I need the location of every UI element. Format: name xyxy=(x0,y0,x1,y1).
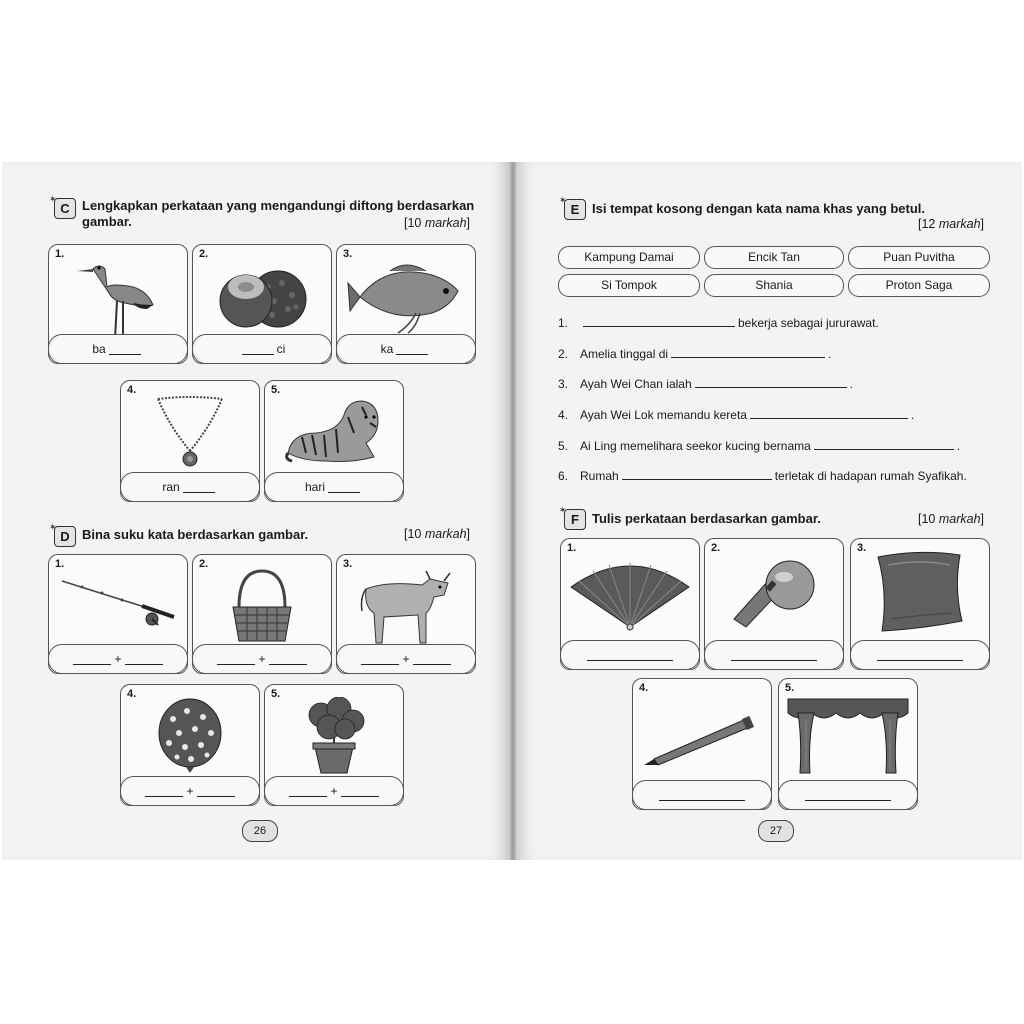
question-1 xyxy=(558,316,879,330)
hand-fan-icon xyxy=(569,557,691,631)
section-c-item-2 xyxy=(192,244,332,364)
fishing-rod-picture xyxy=(49,567,187,637)
option-kampung-damai: Kampung Damai xyxy=(558,246,700,269)
answer-box xyxy=(264,472,404,502)
pillow-picture xyxy=(851,549,989,633)
fish-icon xyxy=(346,257,466,335)
item-number: 4. xyxy=(127,688,137,700)
answer-box xyxy=(850,640,990,670)
question-text-after: . xyxy=(849,377,853,391)
syllable-blank[interactable] xyxy=(73,654,111,665)
question-6 xyxy=(558,469,967,483)
answer-box xyxy=(560,640,700,670)
section-d-item-2 xyxy=(192,554,332,674)
question-text-after: . xyxy=(910,408,915,422)
section-d-item-4 xyxy=(120,684,260,806)
word-part: ba xyxy=(92,342,106,356)
basket-icon xyxy=(227,567,297,645)
section-d-title: Bina suku kata berdasarkan gambar. xyxy=(82,527,309,542)
item-number: 5. xyxy=(785,682,795,694)
answer-blank[interactable] xyxy=(583,316,735,327)
item-number: 3. xyxy=(857,542,867,554)
section-f-letter: ✶ F xyxy=(564,509,586,530)
marks-number: [10 xyxy=(404,216,425,230)
question-text-before: Ayah Wei Lok memandu kereta xyxy=(580,408,747,422)
section-c-item-5 xyxy=(264,380,404,502)
answer-box xyxy=(778,780,918,810)
marks-end: ] xyxy=(980,217,985,231)
answer-blank[interactable] xyxy=(877,650,963,661)
section-d-item-3 xyxy=(336,554,476,674)
basket-picture xyxy=(193,567,331,645)
section-f-item-4 xyxy=(632,678,772,810)
marks-word: markah xyxy=(938,217,981,231)
right-page xyxy=(516,162,1022,860)
question-number: 2. xyxy=(558,347,569,361)
answer-blank[interactable] xyxy=(750,408,908,419)
question-text-after: . xyxy=(828,347,832,361)
syllable-blank[interactable] xyxy=(125,654,163,665)
section-f-item-5 xyxy=(778,678,918,810)
plus-sign: + xyxy=(330,784,338,798)
syllable-blank[interactable] xyxy=(361,654,399,665)
whistle-picture xyxy=(705,557,843,629)
cow-icon xyxy=(356,567,456,645)
potted-plant-picture xyxy=(265,697,403,777)
answer-box xyxy=(336,644,476,674)
syllable-blank[interactable] xyxy=(269,654,307,665)
option-si-tompok: Si Tompok xyxy=(558,274,700,297)
lychee-picture xyxy=(193,257,331,333)
section-c-letter: ✶ C xyxy=(54,198,76,219)
item-number: 1. xyxy=(567,542,577,554)
question-number: 1. xyxy=(558,316,569,330)
answer-blank[interactable] xyxy=(396,344,428,355)
lychee-icon xyxy=(212,257,312,333)
item-number: 3. xyxy=(343,248,353,260)
answer-box xyxy=(192,334,332,364)
section-c-title-line2: gambar. xyxy=(82,214,132,229)
plus-sign: + xyxy=(258,652,266,666)
tiger-icon xyxy=(282,393,386,469)
plus-sign: + xyxy=(186,784,194,798)
section-c-marks xyxy=(404,216,470,230)
answer-box xyxy=(336,334,476,364)
question-text-after: terletak di hadapan rumah Syafikah. xyxy=(774,469,967,483)
plus-sign: + xyxy=(114,652,122,666)
option-shania: Shania xyxy=(704,274,844,297)
answer-box xyxy=(264,776,404,806)
question-number: 6. xyxy=(558,469,569,483)
section-f-marks xyxy=(918,512,984,526)
section-c-item-4 xyxy=(120,380,260,502)
curtain-picture xyxy=(779,695,917,775)
answer-blank[interactable] xyxy=(242,344,274,355)
fishing-rod-icon xyxy=(58,567,178,637)
question-text-after: . xyxy=(956,439,961,453)
question-2 xyxy=(558,347,831,361)
item-number: 2. xyxy=(199,558,209,570)
curtain-icon xyxy=(786,695,910,775)
marks-word: markah xyxy=(424,216,467,230)
item-number: 5. xyxy=(271,688,281,700)
section-f-item-3 xyxy=(850,538,990,670)
cow-picture xyxy=(337,567,475,645)
necklace-picture xyxy=(121,393,259,469)
option-puan-puvitha: Puan Puvitha xyxy=(848,246,990,269)
marks-word: markah xyxy=(938,512,981,526)
section-c-item-3 xyxy=(336,244,476,364)
marks-word: markah xyxy=(424,527,467,541)
plus-sign: + xyxy=(402,652,410,666)
answer-box xyxy=(632,780,772,810)
pillow-icon xyxy=(874,549,966,633)
answer-box xyxy=(48,644,188,674)
item-number: 4. xyxy=(127,384,137,396)
section-c-title-line1: Lengkapkan perkataan yang mengandungi diftong berdasarkan xyxy=(82,198,475,213)
page-number-26: 26 xyxy=(242,820,278,842)
page-number-27: 27 xyxy=(758,820,794,842)
word-part: ran xyxy=(162,480,180,494)
answer-blank[interactable] xyxy=(109,344,141,355)
question-3 xyxy=(558,377,853,391)
left-page xyxy=(2,162,510,860)
word-part: hari xyxy=(304,480,325,494)
hand-fan-picture xyxy=(561,557,699,631)
section-f-item-1 xyxy=(560,538,700,670)
answer-blank[interactable] xyxy=(731,650,817,661)
item-number: 5. xyxy=(271,384,281,396)
pencil-icon xyxy=(642,707,762,767)
word-part: ka xyxy=(380,342,394,356)
answer-box xyxy=(48,334,188,364)
syllable-blank[interactable] xyxy=(341,786,379,797)
syllable-blank[interactable] xyxy=(217,654,255,665)
question-5 xyxy=(558,439,960,453)
question-text-before: Ayah Wei Chan ialah xyxy=(580,377,692,391)
answer-blank[interactable] xyxy=(805,790,891,801)
answer-box xyxy=(120,776,260,806)
option-proton-saga: Proton Saga xyxy=(848,274,990,297)
fish-picture xyxy=(337,257,475,335)
pencil-picture xyxy=(633,707,771,767)
section-d-item-5 xyxy=(264,684,404,806)
marks-end: ] xyxy=(466,216,471,230)
answer-blank[interactable] xyxy=(183,482,215,493)
marks-number: [10 xyxy=(918,512,939,526)
item-number: 2. xyxy=(711,542,721,554)
item-number: 3. xyxy=(343,558,353,570)
marks-number: [12 xyxy=(918,217,939,231)
syllable-blank[interactable] xyxy=(413,654,451,665)
stork-picture xyxy=(49,257,187,341)
answer-box xyxy=(120,472,260,502)
word-part-end: ci xyxy=(276,342,286,356)
syllable-blank[interactable] xyxy=(145,786,183,797)
answer-blank[interactable] xyxy=(659,790,745,801)
stork-icon xyxy=(73,257,163,341)
question-number: 3. xyxy=(558,377,569,391)
balloon-picture xyxy=(121,697,259,777)
section-d-marks xyxy=(404,527,470,541)
item-number: 4. xyxy=(639,682,649,694)
marks-end: ] xyxy=(466,527,471,541)
tiger-picture xyxy=(265,393,403,469)
question-number: 5. xyxy=(558,439,569,453)
item-number: 1. xyxy=(55,558,65,570)
option-encik-tan: Encik Tan xyxy=(704,246,844,269)
item-number: 1. xyxy=(55,248,65,260)
necklace-icon xyxy=(150,393,230,469)
potted-plant-icon xyxy=(299,697,369,777)
answer-blank[interactable] xyxy=(695,377,847,388)
question-text-before: Amelia tinggal di xyxy=(580,347,669,361)
section-d-item-1 xyxy=(48,554,188,674)
answer-blank[interactable] xyxy=(587,650,673,661)
question-4 xyxy=(558,408,914,422)
syllable-blank[interactable] xyxy=(197,786,235,797)
section-e-title: Isi tempat kosong dengan kata nama khas yang betul. xyxy=(592,201,926,216)
balloon-icon xyxy=(155,697,225,777)
question-number: 4. xyxy=(558,408,569,422)
answer-blank[interactable] xyxy=(671,347,825,358)
answer-blank[interactable] xyxy=(814,439,954,450)
marks-number: [10 xyxy=(404,527,425,541)
section-d-letter: ✶ D xyxy=(54,526,76,547)
answer-blank[interactable] xyxy=(328,482,360,493)
marks-end: ] xyxy=(980,512,985,526)
answer-box xyxy=(704,640,844,670)
section-c-item-1 xyxy=(48,244,188,364)
whistle-icon xyxy=(728,557,820,629)
answer-blank[interactable] xyxy=(622,469,772,480)
section-e-letter: ✶ E xyxy=(564,199,586,220)
question-text-after: bekerja sebagai jururawat. xyxy=(738,316,879,330)
section-f-title: Tulis perkataan berdasarkan gambar. xyxy=(592,511,821,526)
syllable-blank[interactable] xyxy=(289,786,327,797)
question-text-before: Rumah xyxy=(580,469,619,483)
section-e-marks xyxy=(918,217,984,231)
item-number: 2. xyxy=(199,248,209,260)
question-text-before: Ai Ling memelihara seekor kucing bernama xyxy=(580,439,811,453)
answer-box xyxy=(192,644,332,674)
section-f-item-2 xyxy=(704,538,844,670)
